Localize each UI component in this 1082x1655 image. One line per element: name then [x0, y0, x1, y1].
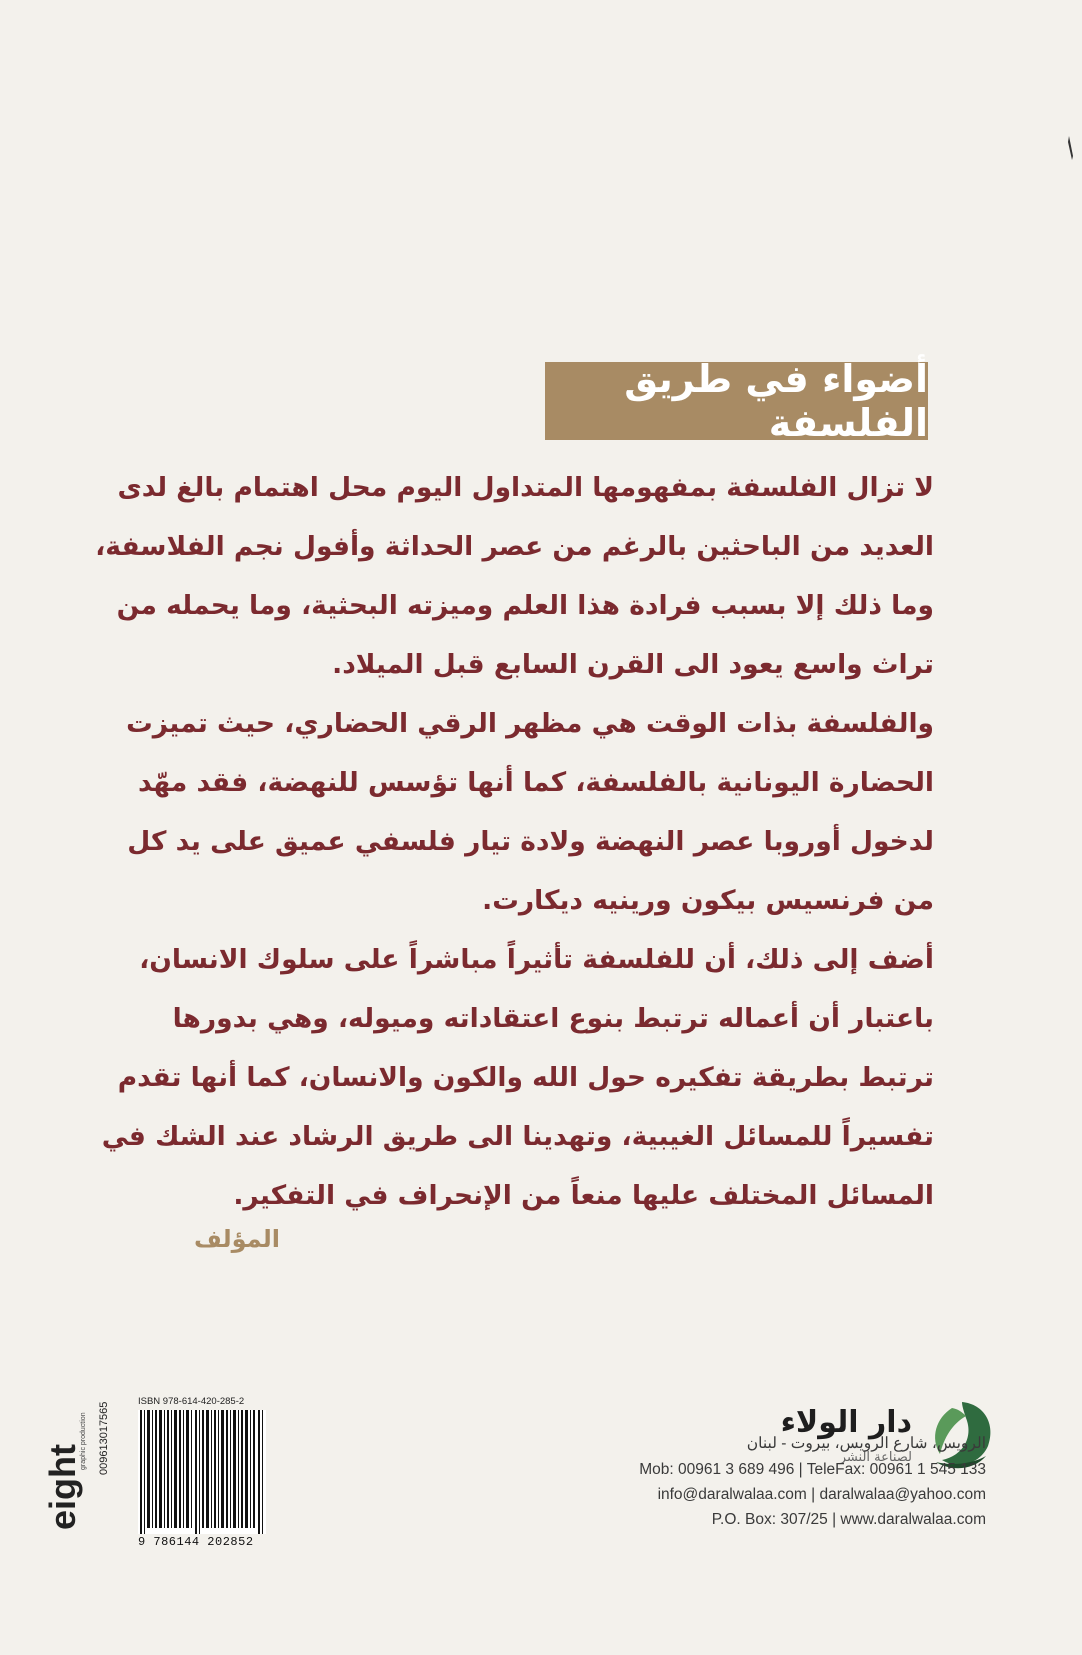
edge-scuff-mark	[1068, 136, 1074, 160]
blurb-line: العديد من الباحثين بالرغم من عصر الحداثة وأفول نجم الفلاسفة،	[95, 531, 934, 562]
publisher-name: دار الولاء	[780, 1405, 912, 1440]
blurb-line: لدخول أوروبا عصر النهضة ولادة تيار فلسفي عميق على يد كل	[127, 826, 934, 857]
publisher-phones: Mob: 00961 3 689 496 | TeleFax: 00961 1 545 133	[639, 1461, 986, 1478]
publisher-tagline: لصناعة النشر	[839, 1450, 912, 1465]
blurb-line: أضف إلى ذلك، أن للفلسفة تأثيراً مباشراً على سلوك الانسان،	[139, 944, 934, 975]
publisher-emails: info@daralwalaa.com | daralwalaa@yahoo.com	[657, 1486, 986, 1503]
barcode-icon	[138, 1410, 266, 1534]
blurb-line: تفسيراً للمسائل الغيبية، وتهدينا الى طريق الرشاد عند الشك في	[101, 1121, 934, 1152]
book-title-banner	[545, 357, 928, 445]
blurb-line: لا تزال الفلسفة بمفهومها المتداول اليوم محل اهتمام بالغ لدى	[117, 472, 934, 503]
author-signature: المؤلف	[194, 1225, 280, 1253]
book-title: أضواء في طريق الفلسفة	[624, 357, 928, 445]
blurb-line: الحضارة اليونانية بالفلسفة، كما أنها تؤسس للنهضة، فقد مهّد	[138, 767, 934, 798]
barcode-digits: 9 786144 202852	[138, 1535, 254, 1549]
blurb-text	[95, 458, 934, 1225]
printer-logo: eight	[42, 1444, 83, 1530]
blurb-line: من فرنسيس بيكون ورينيه ديكارت.	[482, 885, 934, 916]
publisher-address: الرويس، شارع الرويس، بيروت - لبنان	[746, 1435, 986, 1452]
publisher-po-web: P.O. Box: 307/25 | www.daralwalaa.com	[711, 1511, 986, 1528]
blurb-line: وما ذلك إلا بسبب فرادة هذا العلم وميزته البحثية، وما يحمله من	[116, 590, 934, 621]
barcode-vertical-number: 009613017565	[98, 1401, 110, 1475]
blurb-line: باعتبار أن أعماله ترتبط بنوع اعتقاداته وميوله، وهي بدورها	[172, 1003, 934, 1034]
blurb-line: ترتبط بطريقة تفكيره حول الله والكون والانسان، كما أنها تقدم	[117, 1062, 934, 1093]
isbn-label: ISBN 978-614-420-285-2	[138, 1396, 245, 1407]
printer-logo-subtitle: graphic production	[80, 1412, 87, 1470]
blurb-line: تراث واسع يعود الى القرن السابع قبل الميلاد.	[332, 649, 934, 680]
blurb-line: المسائل المختلف عليها منعاً من الإنحراف في التفكير.	[233, 1180, 934, 1211]
blurb-line: والفلسفة بذات الوقت هي مظهر الرقي الحضاري، حيث تميزت	[126, 708, 934, 739]
